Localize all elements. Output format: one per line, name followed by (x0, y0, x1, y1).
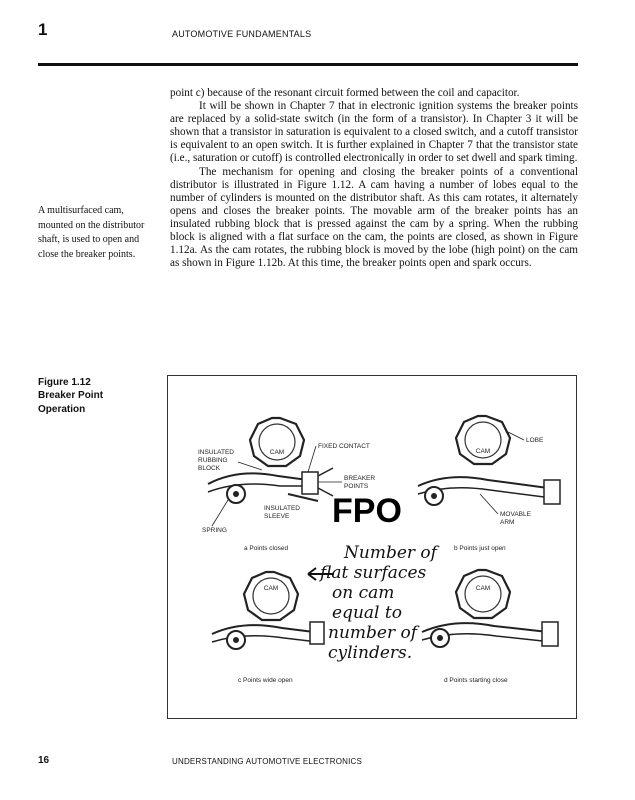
breaker-point-illustration (168, 376, 576, 718)
paragraph-3: The mechanism for opening and closing the breaker points of a conventional distributor is illustrated in Figure 1.12. A cam having a number of lobes equal to the number of cylinders is mounted on the distributor shaft. As this cam rotates, it alternately opens and closes the breaker points. The movable arm of the breaker points has an insulated rubbing block that is pressed against the cam by a spring. When the rubbing block is aligned with a flat surface on the cam, the points are closed, as shown in Figure 1.12a. As the cam rotates, the rubbing block is moved by the lobe (high point) on the cam as shown in Figure 1.12b. At this time, the breaker points open and spark occurs. (170, 165, 578, 270)
cam-a (250, 418, 304, 466)
figure-title-line-1: Breaker Point (38, 390, 104, 402)
label-points: POINTS (344, 483, 369, 490)
cam-c-label: CAM (263, 585, 279, 592)
label-fixed-contact: FIXED CONTACT (318, 443, 370, 450)
cam-a-label: CAM (269, 449, 285, 456)
header-rule (38, 63, 578, 66)
cam-d (456, 570, 510, 618)
handwritten-line-6: cylinders. (328, 643, 413, 663)
chapter-number: 1 (38, 20, 48, 39)
running-head: AUTOMOTIVE FUNDAMENTALS (172, 29, 312, 39)
label-arm: ARM (500, 519, 515, 526)
figure-label (38, 376, 148, 416)
paragraph-2: It will be shown in Chapter 7 that in electronic ignition systems the breaker points are replaced by a solid-state switch (in the form of a transistor). In Chapter 3 it will be shown that a transistor in saturation is equivalent to a closed switch, and a cutoff transistor is equivalent to an open switch. It is further explained in Chapter 7 that the transistor state (i.e., saturation or cutoff) is controlled electronically in order to set dwell and spark timing. (170, 100, 578, 165)
panel-a (198, 418, 375, 552)
label-rubbing: RUBBING (198, 457, 228, 464)
cam-b-label: CAM (475, 448, 491, 455)
caption-b: b Points just open (454, 545, 506, 552)
label-breaker: BREAKER (344, 475, 376, 482)
cam-c (244, 572, 298, 620)
handwritten-line-3: on cam (332, 583, 395, 603)
margin-note: A multisurfaced cam, mounted on the distributor shaft, is used to open and close the breaker points. (38, 205, 145, 260)
label-movable: MOVABLE (500, 511, 531, 518)
paragraph-1: point c) because of the resonant circuit formed between the coil and capacitor. (170, 87, 520, 99)
handwritten-line-4: equal to (332, 603, 402, 623)
handwritten-line-2: flat surfaces (320, 563, 427, 583)
figure-title-line-2: Operation (38, 403, 86, 415)
handwritten-annotation (308, 543, 440, 663)
caption-c: c Points wide open (238, 677, 293, 684)
figure-1-12 (167, 375, 577, 719)
figure-number: Figure 1.12 (38, 377, 91, 388)
cam-d-label: CAM (475, 585, 491, 592)
panel-d (422, 570, 558, 684)
label-block: BLOCK (198, 465, 221, 472)
handwritten-line-1: Number of (344, 543, 437, 563)
running-foot: UNDERSTANDING AUTOMOTIVE ELECTRONICS (172, 757, 363, 766)
panel-b (418, 416, 560, 552)
page-number: 16 (38, 755, 50, 766)
cam-b (456, 416, 510, 464)
label-spring: SPRING (202, 527, 227, 534)
handwritten-line-5: number of (328, 623, 418, 643)
body-text (170, 87, 578, 270)
fpo-stamp: FPO (332, 492, 402, 530)
label-insulated-sleeve-2: SLEEVE (264, 513, 290, 520)
panel-c (212, 572, 324, 684)
label-lobe: LOBE (526, 437, 544, 444)
caption-a: a Points closed (244, 545, 289, 552)
caption-d: d Points starting close (444, 677, 508, 684)
label-insulated: INSULATED (198, 449, 234, 456)
label-insulated-sleeve-1: INSULATED (264, 505, 300, 512)
